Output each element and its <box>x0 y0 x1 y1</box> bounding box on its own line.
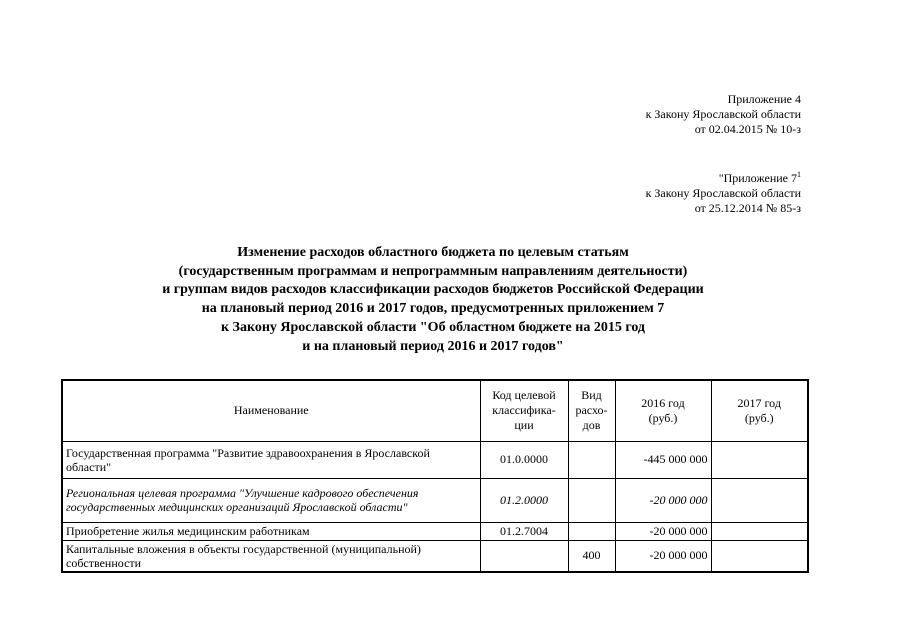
row-code: 01.0.0000 <box>480 441 568 478</box>
header-2016: 2016 год (руб.) <box>615 380 711 441</box>
appendix-4-date: от 02.04.2015 № 10-з <box>694 122 801 136</box>
row-expense-type: 400 <box>568 540 615 572</box>
header-name: Наименование <box>62 380 480 441</box>
header-2017: 2017 год (руб.) <box>711 380 808 441</box>
appendix-4-label: Приложение 4 <box>727 92 801 106</box>
row-name: Региональная целевая программа "Улучшение кадрового обеспечения государственных медицинских организаций Ярославской области" <box>62 478 480 522</box>
row-expense-type <box>568 441 615 478</box>
title-line: (государственным программам и непрограммным направлениям деятельности) <box>178 263 688 279</box>
row-2017-amount <box>711 540 808 572</box>
appendix-7-label-line <box>646 171 801 186</box>
appendix-7-date: от 25.12.2014 № 85-з <box>694 201 801 215</box>
row-2016-amount: -20 000 000 <box>615 478 711 522</box>
title-line: Изменение расходов областного бюджета по целевым статьям <box>237 245 629 260</box>
header-code: Код целевой классифика- ции <box>480 380 568 441</box>
document-title <box>0 244 866 356</box>
appendix-7-law: к Закону Ярославской области <box>645 186 801 200</box>
appendix-7-superscript: 1 <box>797 170 801 179</box>
title-line: к Закону Ярославской области "Об областном бюджете на 2015 год <box>220 319 646 335</box>
row-expense-type <box>568 522 615 540</box>
row-name: Государственная программа "Развитие здравоохранения в Ярославской области" <box>62 441 480 478</box>
appendix-7-reference <box>646 171 801 216</box>
budget-changes-table <box>61 379 809 573</box>
row-code <box>480 540 568 572</box>
row-code: 01.2.7004 <box>480 522 568 540</box>
title-line: на плановый период 2016 и 2017 годов, предусмотренных приложением 7 <box>201 301 665 317</box>
table-header-row <box>62 380 808 441</box>
appendix-7-label: "Приложение 7 <box>718 171 797 185</box>
row-2017-amount <box>711 478 808 522</box>
row-expense-type <box>568 478 615 522</box>
row-2017-amount <box>711 441 808 478</box>
row-2016-amount: -20 000 000 <box>615 522 711 540</box>
row-2016-amount: -20 000 000 <box>615 540 711 572</box>
table-row <box>62 441 808 478</box>
title-line: и группам видов расходов классификации расходов бюджетов Российской Федерации <box>162 282 704 298</box>
row-name: Приобретение жилья медицинским работникам <box>62 522 480 540</box>
row-code: 01.2.0000 <box>480 478 568 522</box>
row-2016-amount: -445 000 000 <box>615 441 711 478</box>
row-2017-amount <box>711 522 808 540</box>
row-name: Капитальные вложения в объекты государственной (муниципальной) собственности <box>62 540 480 572</box>
table-row <box>62 522 808 540</box>
appendix-4-law: к Закону Ярославской области <box>645 107 801 121</box>
header-expense-type: Вид расхо- дов <box>568 380 615 441</box>
table-row <box>62 540 808 572</box>
title-line: и на плановый период 2016 и 2017 годов" <box>302 338 564 354</box>
appendix-4-reference <box>646 92 801 137</box>
table-row <box>62 478 808 522</box>
